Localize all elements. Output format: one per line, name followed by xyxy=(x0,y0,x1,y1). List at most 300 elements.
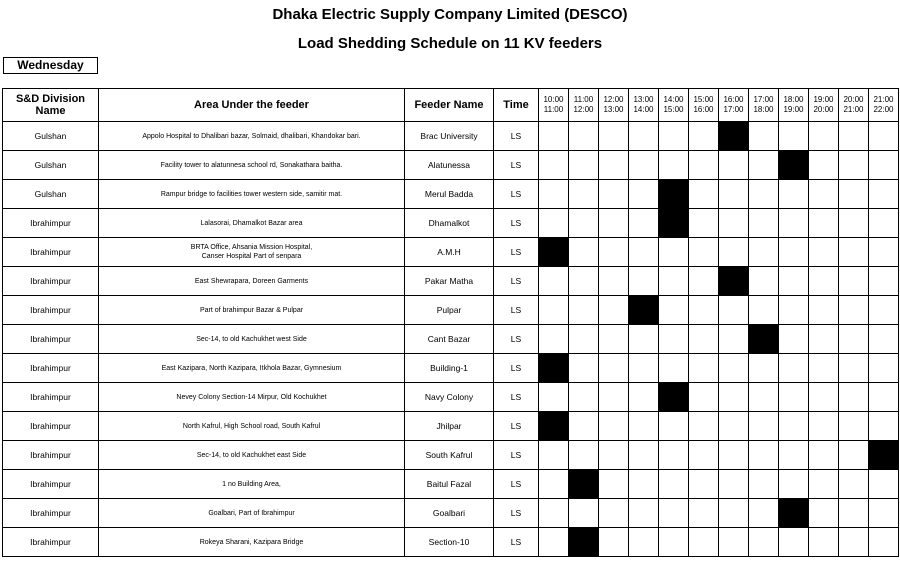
slot-cell xyxy=(599,267,629,296)
time-slot-header xyxy=(659,89,689,122)
area-line: Goalbari, Part of Ibrahimpur xyxy=(208,509,295,517)
table-row xyxy=(3,122,899,151)
slot-cell xyxy=(719,470,749,499)
division-cell: Ibrahimpur xyxy=(3,267,99,296)
division-cell: Gulshan xyxy=(3,122,99,151)
slot-start: 16:00 xyxy=(723,95,744,104)
slot-cell xyxy=(629,180,659,209)
slot-cell xyxy=(749,209,779,238)
area-line: East Kazipara, North Kazipara, Itkhola Bazar, Gymnesium xyxy=(161,364,342,372)
slot-cell xyxy=(569,441,599,470)
slot-cell xyxy=(539,470,569,499)
division-cell: Ibrahimpur xyxy=(3,354,99,383)
slot-cell xyxy=(659,354,689,383)
slot-cell xyxy=(749,122,779,151)
slot-cell xyxy=(659,122,689,151)
slot-cell xyxy=(629,151,659,180)
area-line: Rokeya Sharani, Kazipara Bridge xyxy=(199,538,304,546)
slot-start: 21:00 xyxy=(873,95,894,104)
slot-end: 14:00 xyxy=(633,105,654,114)
feeder-cell: Dhamalkot xyxy=(405,209,494,238)
slot-cell xyxy=(839,151,869,180)
time-slot-header xyxy=(749,89,779,122)
slot-cell xyxy=(539,499,569,528)
slot-cell xyxy=(599,122,629,151)
slot-cell xyxy=(659,528,689,557)
time-cell: LS xyxy=(494,267,539,296)
slot-cell xyxy=(629,122,659,151)
area-cell xyxy=(99,296,405,325)
slot-cell xyxy=(749,180,779,209)
slot-cell xyxy=(599,412,629,441)
slot-cell xyxy=(629,238,659,267)
table-row xyxy=(3,238,899,267)
table-row xyxy=(3,151,899,180)
area-cell xyxy=(99,180,405,209)
slot-cell xyxy=(539,122,569,151)
slot-cell xyxy=(719,238,749,267)
area-line: BRTA Office, Ahsania Mission Hospital, xyxy=(190,244,313,251)
feeder-cell: Goalbari xyxy=(405,499,494,528)
slot-cell xyxy=(809,354,839,383)
area-line: Appolo Hospital to Dhalibari bazar, Solmaid, dhalibari, Khandokar bari. xyxy=(142,132,361,140)
area-cell xyxy=(99,122,405,151)
slot-cell xyxy=(629,412,659,441)
division-cell: Ibrahimpur xyxy=(3,209,99,238)
slot-cell xyxy=(659,238,689,267)
slot-cell xyxy=(629,209,659,238)
table-row xyxy=(3,470,899,499)
slot-cell xyxy=(719,354,749,383)
slot-cell xyxy=(659,267,689,296)
area-line: Nevey Colony Section-14 Mirpur, Old Kochukhet xyxy=(176,393,327,401)
slot-cell xyxy=(689,354,719,383)
slot-cell xyxy=(599,354,629,383)
time-cell: LS xyxy=(494,151,539,180)
table-row xyxy=(3,441,899,470)
slot-end: 16:00 xyxy=(693,105,714,114)
slot-cell xyxy=(569,209,599,238)
slot-cell xyxy=(779,267,809,296)
slot-cell xyxy=(839,122,869,151)
slot-cell xyxy=(719,296,749,325)
slot-cell xyxy=(749,441,779,470)
division-cell: Ibrahimpur xyxy=(3,325,99,354)
time-cell: LS xyxy=(494,441,539,470)
slot-cell xyxy=(569,238,599,267)
slot-cell xyxy=(809,441,839,470)
time-cell: LS xyxy=(494,122,539,151)
slot-cell xyxy=(659,499,689,528)
time-cell: LS xyxy=(494,296,539,325)
slot-cell xyxy=(809,209,839,238)
division-cell: Ibrahimpur xyxy=(3,528,99,557)
slot-cell xyxy=(539,180,569,209)
schedule-subtitle: Load Shedding Schedule on 11 KV feeders xyxy=(297,35,603,52)
area-cell xyxy=(99,209,405,238)
feeder-cell: Cant Bazar xyxy=(405,325,494,354)
slot-cell xyxy=(869,325,899,354)
slot-cell xyxy=(659,325,689,354)
slot-cell xyxy=(779,238,809,267)
area-line: Rampur bridge to facilities tower western side, samitir mat. xyxy=(160,190,343,198)
area-line: Sec-14, to old Kachukhet east Side xyxy=(196,451,307,459)
slot-cell xyxy=(839,412,869,441)
slot-cell xyxy=(689,151,719,180)
slot-cell xyxy=(659,151,689,180)
slot-cell xyxy=(599,499,629,528)
time-cell: LS xyxy=(494,412,539,441)
time-cell: LS xyxy=(494,528,539,557)
division-cell: Gulshan xyxy=(3,180,99,209)
area-line: North Kafrul, High School road, South Kafrul xyxy=(182,422,321,430)
division-cell: Ibrahimpur xyxy=(3,441,99,470)
slot-cell xyxy=(869,209,899,238)
slot-cell xyxy=(689,383,719,412)
slot-cell xyxy=(809,238,839,267)
shedding-slot-filled xyxy=(539,238,569,267)
shedding-slot-filled xyxy=(539,354,569,383)
shedding-slot-filled xyxy=(659,383,689,412)
slot-cell xyxy=(809,528,839,557)
slot-cell xyxy=(779,180,809,209)
slot-cell xyxy=(809,470,839,499)
slot-cell xyxy=(659,296,689,325)
slot-cell xyxy=(569,180,599,209)
slot-cell xyxy=(839,267,869,296)
slot-cell xyxy=(539,325,569,354)
shedding-slot-filled xyxy=(569,470,599,499)
slot-end: 12:00 xyxy=(573,105,594,114)
slot-cell xyxy=(569,499,599,528)
feeder-cell: Baitul Fazal xyxy=(405,470,494,499)
slot-cell xyxy=(839,441,869,470)
area-cell xyxy=(99,441,405,470)
time-cell: LS xyxy=(494,354,539,383)
slot-cell xyxy=(839,180,869,209)
time-cell: LS xyxy=(494,325,539,354)
time-slot-header xyxy=(809,89,839,122)
slot-cell xyxy=(839,470,869,499)
feeder-cell: A.M.H xyxy=(405,238,494,267)
division-cell: Ibrahimpur xyxy=(3,470,99,499)
slot-cell xyxy=(839,296,869,325)
slot-cell xyxy=(569,412,599,441)
slot-cell xyxy=(869,180,899,209)
slot-cell xyxy=(599,528,629,557)
division-cell: Ibrahimpur xyxy=(3,296,99,325)
slot-cell xyxy=(629,528,659,557)
slot-start: 14:00 xyxy=(663,95,684,104)
slot-cell xyxy=(689,180,719,209)
feeder-cell: Merul Badda xyxy=(405,180,494,209)
slot-cell xyxy=(569,151,599,180)
schedule-table xyxy=(2,88,899,557)
division-cell: Ibrahimpur xyxy=(3,383,99,412)
slot-cell xyxy=(539,383,569,412)
area-cell xyxy=(99,412,405,441)
slot-cell xyxy=(869,296,899,325)
feeder-cell: South Kafrul xyxy=(405,441,494,470)
slot-cell xyxy=(569,122,599,151)
slot-cell xyxy=(599,325,629,354)
slot-cell xyxy=(839,354,869,383)
shedding-slot-filled xyxy=(629,296,659,325)
slot-cell xyxy=(689,325,719,354)
slot-end: 17:00 xyxy=(723,105,744,114)
slot-cell xyxy=(599,470,629,499)
slot-start: 13:00 xyxy=(633,95,654,104)
slot-cell xyxy=(689,296,719,325)
slot-cell xyxy=(629,354,659,383)
shedding-slot-filled xyxy=(779,151,809,180)
slot-cell xyxy=(869,470,899,499)
slot-cell xyxy=(869,499,899,528)
shedding-slot-filled xyxy=(749,325,779,354)
time-cell: LS xyxy=(494,180,539,209)
feeder-cell: Brac University xyxy=(405,122,494,151)
slot-cell xyxy=(689,412,719,441)
time-slot-header xyxy=(629,89,659,122)
slot-cell xyxy=(569,296,599,325)
slot-cell xyxy=(539,267,569,296)
shedding-slot-filled xyxy=(539,412,569,441)
division-cell: Ibrahimpur xyxy=(3,499,99,528)
area-cell xyxy=(99,383,405,412)
slot-end: 18:00 xyxy=(753,105,774,114)
feeder-cell: Pakar Matha xyxy=(405,267,494,296)
slot-cell xyxy=(749,499,779,528)
feeder-header: Feeder Name xyxy=(405,89,494,122)
slot-start: 15:00 xyxy=(693,95,714,104)
slot-cell xyxy=(599,180,629,209)
slot-cell xyxy=(569,383,599,412)
area-line: Canser Hospital Part of senpara xyxy=(201,253,302,260)
slot-cell xyxy=(629,441,659,470)
slot-cell xyxy=(719,151,749,180)
time-header: Time xyxy=(494,89,539,122)
slot-start: 12:00 xyxy=(603,95,624,104)
slot-cell xyxy=(599,383,629,412)
day-label: Wednesday xyxy=(3,57,98,74)
slot-start: 11:00 xyxy=(573,95,594,104)
table-row xyxy=(3,296,899,325)
slot-cell xyxy=(839,209,869,238)
slot-cell xyxy=(809,122,839,151)
time-slot-header xyxy=(539,89,569,122)
table-row xyxy=(3,412,899,441)
table-header-row xyxy=(3,89,899,122)
time-slot-header xyxy=(779,89,809,122)
slot-cell xyxy=(749,412,779,441)
area-line: Lalasorai, Dhamalkot Bazar area xyxy=(200,219,303,227)
time-slot-header xyxy=(839,89,869,122)
slot-cell xyxy=(539,296,569,325)
slot-cell xyxy=(749,296,779,325)
shedding-slot-filled xyxy=(869,441,899,470)
slot-cell xyxy=(779,383,809,412)
slot-cell xyxy=(719,528,749,557)
slot-cell xyxy=(539,528,569,557)
slot-cell xyxy=(779,528,809,557)
slot-cell xyxy=(719,209,749,238)
slot-cell xyxy=(659,441,689,470)
slot-cell xyxy=(689,209,719,238)
feeder-cell: Section-10 xyxy=(405,528,494,557)
slot-cell xyxy=(779,209,809,238)
shedding-slot-filled xyxy=(719,122,749,151)
slot-end: 22:00 xyxy=(873,105,894,114)
slot-cell xyxy=(839,325,869,354)
slot-end: 15:00 xyxy=(663,105,684,114)
area-line: Part of brahimpur Bazar & Pulpar xyxy=(199,306,304,314)
slot-cell xyxy=(719,499,749,528)
slot-cell xyxy=(659,412,689,441)
division-cell: Gulshan xyxy=(3,151,99,180)
slot-cell xyxy=(689,470,719,499)
table-row xyxy=(3,383,899,412)
slot-cell xyxy=(569,354,599,383)
division-cell: Ibrahimpur xyxy=(3,412,99,441)
slot-cell xyxy=(749,528,779,557)
area-line: Facility tower to alatunnesa school rd, Sonakathara baitha. xyxy=(160,161,343,169)
slot-cell xyxy=(719,441,749,470)
division-cell: Ibrahimpur xyxy=(3,238,99,267)
slot-end: 20:00 xyxy=(813,105,834,114)
area-cell xyxy=(99,470,405,499)
slot-cell xyxy=(839,383,869,412)
shedding-slot-filled xyxy=(659,180,689,209)
area-cell xyxy=(99,528,405,557)
table-row xyxy=(3,209,899,238)
table-row xyxy=(3,499,899,528)
slot-cell xyxy=(869,528,899,557)
slot-start: 10:00 xyxy=(543,95,564,104)
time-cell: LS xyxy=(494,470,539,499)
slot-cell xyxy=(869,354,899,383)
slot-cell xyxy=(539,151,569,180)
slot-cell xyxy=(629,470,659,499)
slot-cell xyxy=(629,383,659,412)
slot-cell xyxy=(719,383,749,412)
slot-cell xyxy=(749,470,779,499)
slot-cell xyxy=(779,354,809,383)
slot-start: 20:00 xyxy=(843,95,864,104)
slot-cell xyxy=(719,412,749,441)
time-cell: LS xyxy=(494,238,539,267)
shedding-slot-filled xyxy=(779,499,809,528)
division-header: S&D Division Name xyxy=(3,89,99,122)
slot-cell xyxy=(629,267,659,296)
table-row xyxy=(3,267,899,296)
slot-end: 13:00 xyxy=(603,105,624,114)
slot-cell xyxy=(749,151,779,180)
slot-cell xyxy=(839,238,869,267)
slot-cell xyxy=(809,325,839,354)
slot-cell xyxy=(809,412,839,441)
slot-cell xyxy=(809,180,839,209)
slot-cell xyxy=(689,441,719,470)
slot-cell xyxy=(869,267,899,296)
time-slot-header xyxy=(569,89,599,122)
area-cell xyxy=(99,325,405,354)
time-cell: LS xyxy=(494,499,539,528)
slot-start: 18:00 xyxy=(783,95,804,104)
slot-cell xyxy=(689,122,719,151)
area-cell xyxy=(99,151,405,180)
time-slot-header xyxy=(869,89,899,122)
table-row xyxy=(3,325,899,354)
time-slot-header xyxy=(599,89,629,122)
slot-cell xyxy=(779,441,809,470)
slot-start: 19:00 xyxy=(813,95,834,104)
slot-cell xyxy=(869,383,899,412)
slot-cell xyxy=(599,238,629,267)
table-row xyxy=(3,180,899,209)
slot-cell xyxy=(689,238,719,267)
slot-cell xyxy=(869,151,899,180)
slot-cell xyxy=(749,354,779,383)
area-header: Area Under the feeder xyxy=(99,89,405,122)
slot-cell xyxy=(629,499,659,528)
slot-cell xyxy=(659,470,689,499)
slot-cell xyxy=(809,383,839,412)
slot-cell xyxy=(779,412,809,441)
slot-cell xyxy=(689,267,719,296)
slot-cell xyxy=(869,412,899,441)
shedding-slot-filled xyxy=(719,267,749,296)
slot-cell xyxy=(629,325,659,354)
area-cell xyxy=(99,499,405,528)
slot-cell xyxy=(719,325,749,354)
table-row xyxy=(3,528,899,557)
slot-start: 17:00 xyxy=(753,95,774,104)
slot-cell xyxy=(539,441,569,470)
time-slot-header xyxy=(689,89,719,122)
shedding-slot-filled xyxy=(659,209,689,238)
feeder-cell: Building-1 xyxy=(405,354,494,383)
slot-cell xyxy=(839,499,869,528)
slot-cell xyxy=(599,209,629,238)
slot-cell xyxy=(869,122,899,151)
slot-cell xyxy=(719,180,749,209)
slot-cell xyxy=(779,122,809,151)
slot-cell xyxy=(869,238,899,267)
slot-cell xyxy=(569,325,599,354)
area-line: Sec-14, to old Kachukhet west Side xyxy=(196,335,307,343)
page-title: Dhaka Electric Supply Company Limited (DESCO) xyxy=(272,6,628,23)
time-cell: LS xyxy=(494,209,539,238)
slot-cell xyxy=(779,325,809,354)
slot-cell xyxy=(749,383,779,412)
feeder-cell: Alatunessa xyxy=(405,151,494,180)
time-slot-header xyxy=(719,89,749,122)
slot-cell xyxy=(569,267,599,296)
slot-cell xyxy=(779,296,809,325)
slot-cell xyxy=(599,441,629,470)
slot-cell xyxy=(839,528,869,557)
feeder-cell: Navy Colony xyxy=(405,383,494,412)
slot-cell xyxy=(809,267,839,296)
area-cell xyxy=(99,238,405,267)
table-row xyxy=(3,354,899,383)
slot-cell xyxy=(749,267,779,296)
slot-cell xyxy=(749,238,779,267)
feeder-cell: Jhilpar xyxy=(405,412,494,441)
area-cell xyxy=(99,267,405,296)
area-line: East Shewrapara, Doreen Garments xyxy=(194,277,309,285)
area-line: 1 no Building Area, xyxy=(222,480,281,488)
